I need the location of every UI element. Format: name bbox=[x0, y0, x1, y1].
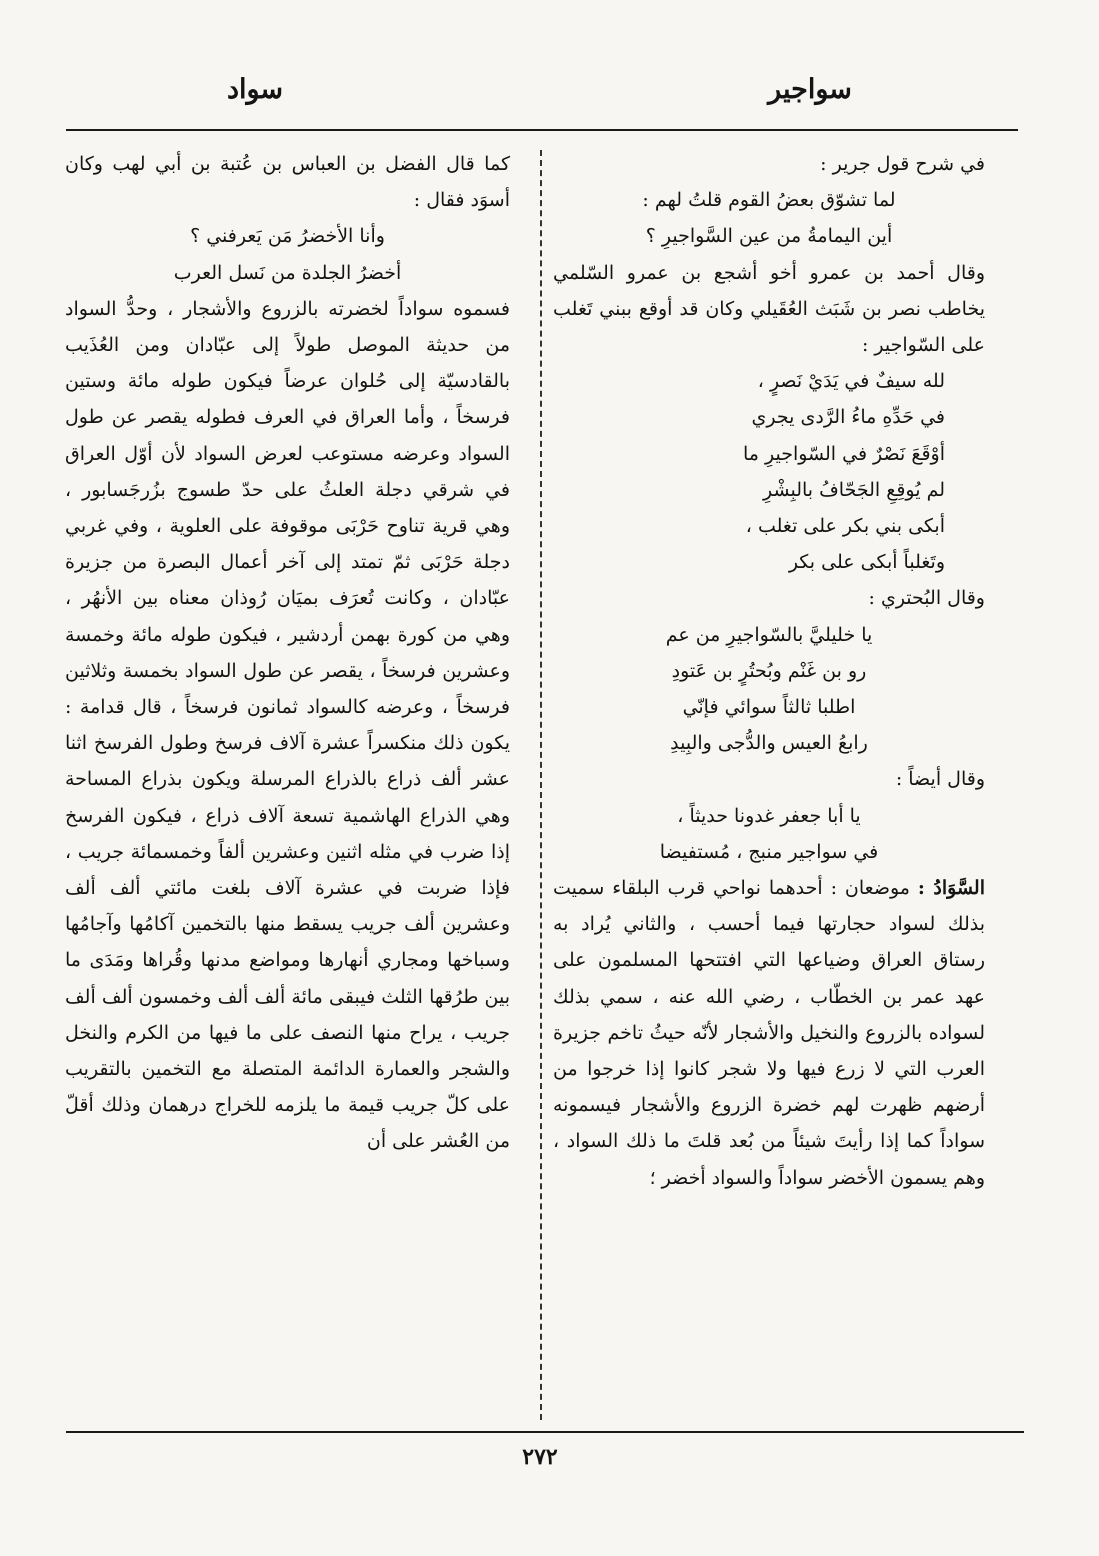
paragraph: في شرح قول جرير : bbox=[820, 153, 985, 175]
left-column bbox=[65, 146, 510, 1160]
verse-line: رابعُ العيس والدُّجى والبِيدِ bbox=[670, 732, 868, 755]
verse-line: في حَدِّهِ ماءُ الرَّدى يجري bbox=[751, 406, 945, 429]
top-rule bbox=[66, 129, 1018, 131]
bottom-rule bbox=[66, 1431, 1024, 1433]
paragraph: فسموه سواداً لخضرته بالزروع والأشجار ، وحدُّ السواد من حديثة الموصل طولاً إلى عبّادان ومن العُذَيب بالقادسيّة إلى حُلوان عرضاً فيكون طوله مائة وستين فرسخاً ، وأما العراق في العرف فطوله يقصر عن طول السواد وعرضه مستوعب لعرض السواد لأن أوّل العراق في شرقي دجلة العلثُ على حدّ طسوج بزُرجَسابور ، وهي قرية تناوح حَرْبَى موقوفة على العلوية ، وفي غربي دجلة حَرْبَى ثمّ تمتد إلى آخر أعمال البصرة من جزيرة عبّادان ، وكانت تُعرَف بميَان رُوذان معناه بين الأنهُر ، وهي من كورة بهمن أردشير ، فيكون طوله مائة وخمسة وعشرين فرسخاً ، يقصر عن طول السواد بخمسة وثلاثين فرسخاً ، وعرضه كالسواد ثمانون فرسخاً ، قال قدامة : يكون ذلك منكسراً عشرة آلاف فرسخ وطول الفرسخ اثنا عشر ألف ذراع بالذراع المرسلة ويكون بذراع المساحة وهي الذراع الهاشمية تسعة آلاف ذراع ، فيكون الفرسخ إذا ضرب في مثله اثنين وعشرين ألفاً وخمسمائة جريب ، فإذا ضربت في عشرة آلاف بلغت مائتي ألف ألف وعشرين ألف جريب يسقط منها بالتخمين آكامُها وآجامُها وسباخها ومجاري أنهارها ومواضع مدنها وقُراها ومَدَى ما بين طرُقها الثلث فيبقى مائة ألف ألف وخمسون ألف ألف جريب ، يراح منها النصف على ما فيها من الكرم والنخل والشجر والعمارة الدائمة المتصلة مع التخمين بالتقريب على كلّ جريب قيمة ما يلزمه للخراج درهمان وذلك أقلّ من العُشر على أن bbox=[65, 297, 510, 1153]
entry-paragraph bbox=[553, 870, 985, 1196]
verse-line: وأنا الأخضرُ مَن يَعرفني ؟ bbox=[190, 225, 385, 248]
header-entry-right: سواجير bbox=[768, 74, 852, 105]
paragraph: وقال أيضاً : bbox=[895, 768, 985, 791]
verse-line: يا خليليَّ بالسّواجيرِ من عم bbox=[665, 623, 873, 646]
verse-line: رو بن غَنْم وبُحتُرٍ بن عَتودِ bbox=[671, 659, 867, 682]
page-number: ٢٧٢ bbox=[522, 1444, 558, 1470]
verse-line: في سواجير منبج ، مُستفيضا bbox=[659, 840, 879, 863]
paragraph: وقال البُحتري : bbox=[868, 587, 985, 610]
verse-line: اطلبا ثالثاً سوائي فإنّي bbox=[682, 696, 856, 719]
verse-line: أبكى بني بكر على تغلب ، bbox=[745, 515, 945, 538]
column-divider bbox=[540, 150, 542, 1420]
verse-line: وتَغلباً أبكى على بكر bbox=[788, 551, 945, 574]
paragraph: كما قال الفضل بن العباس بن عُتبة بن أبي لهب وكان أسوَد فقال : bbox=[65, 153, 510, 212]
entry-text: موضعان : أحدهما نواحي قرب البلقاء سميت بذلك لسواد حجارتها فيما أحسب ، والثاني يُراد به رستاق العراق وضياعها التي افتتحها المسلمون على عهد عمر بن الخطّاب ، رضي الله عنه ، سمي بذلك لسواده بالزروع والنخيل والأشجار لأنّه حيثُ تاخم جزيرة العرب التي لا زرع فيها ولا شجر كانوا إذا خرجوا من أرضهم ظهرت لهم خضرة الزروع والأشجار فيسمونه سواداً كما إذا رأيتَ شيئاً من بُعد قلتَ ما ذلك السواد ، وهم يسمون الأخضر سواداً والسواد أخضر ؛ bbox=[553, 877, 985, 1189]
header-entry-left: سواد bbox=[226, 74, 284, 105]
paragraph: وقال أحمد بن عمرو أخو أشجع بن عمرو السّلمي يخاطب نصر بن شَبَث العُقَيلي وكان قد أوقع ببني تَغلب على السّواجير : bbox=[553, 261, 985, 357]
verse-line: أين اليمامةُ من عين السَّواجيرِ ؟ bbox=[645, 225, 893, 248]
verse-line: لما تشوّق بعضُ القوم قلتُ لهم : bbox=[642, 189, 896, 212]
right-column bbox=[553, 146, 985, 1196]
verse-line: أخضرُ الجلدة من نَسل العرب bbox=[173, 261, 402, 284]
entry-headword: السَّوَادُ : bbox=[917, 877, 985, 900]
verse-line: لم يُوقِعِ الجَحّافُ بالبِشْرِ bbox=[763, 478, 945, 501]
verse-line: لله سيفٌ في يَدَيْ نَصرٍ ، bbox=[757, 370, 945, 393]
verse-line: يا أبا جعفر غدونا حديثاً ، bbox=[677, 804, 861, 827]
verse-line: أوْقَعَ نَصْرٌ في السّواجيرِ ما bbox=[742, 442, 945, 465]
